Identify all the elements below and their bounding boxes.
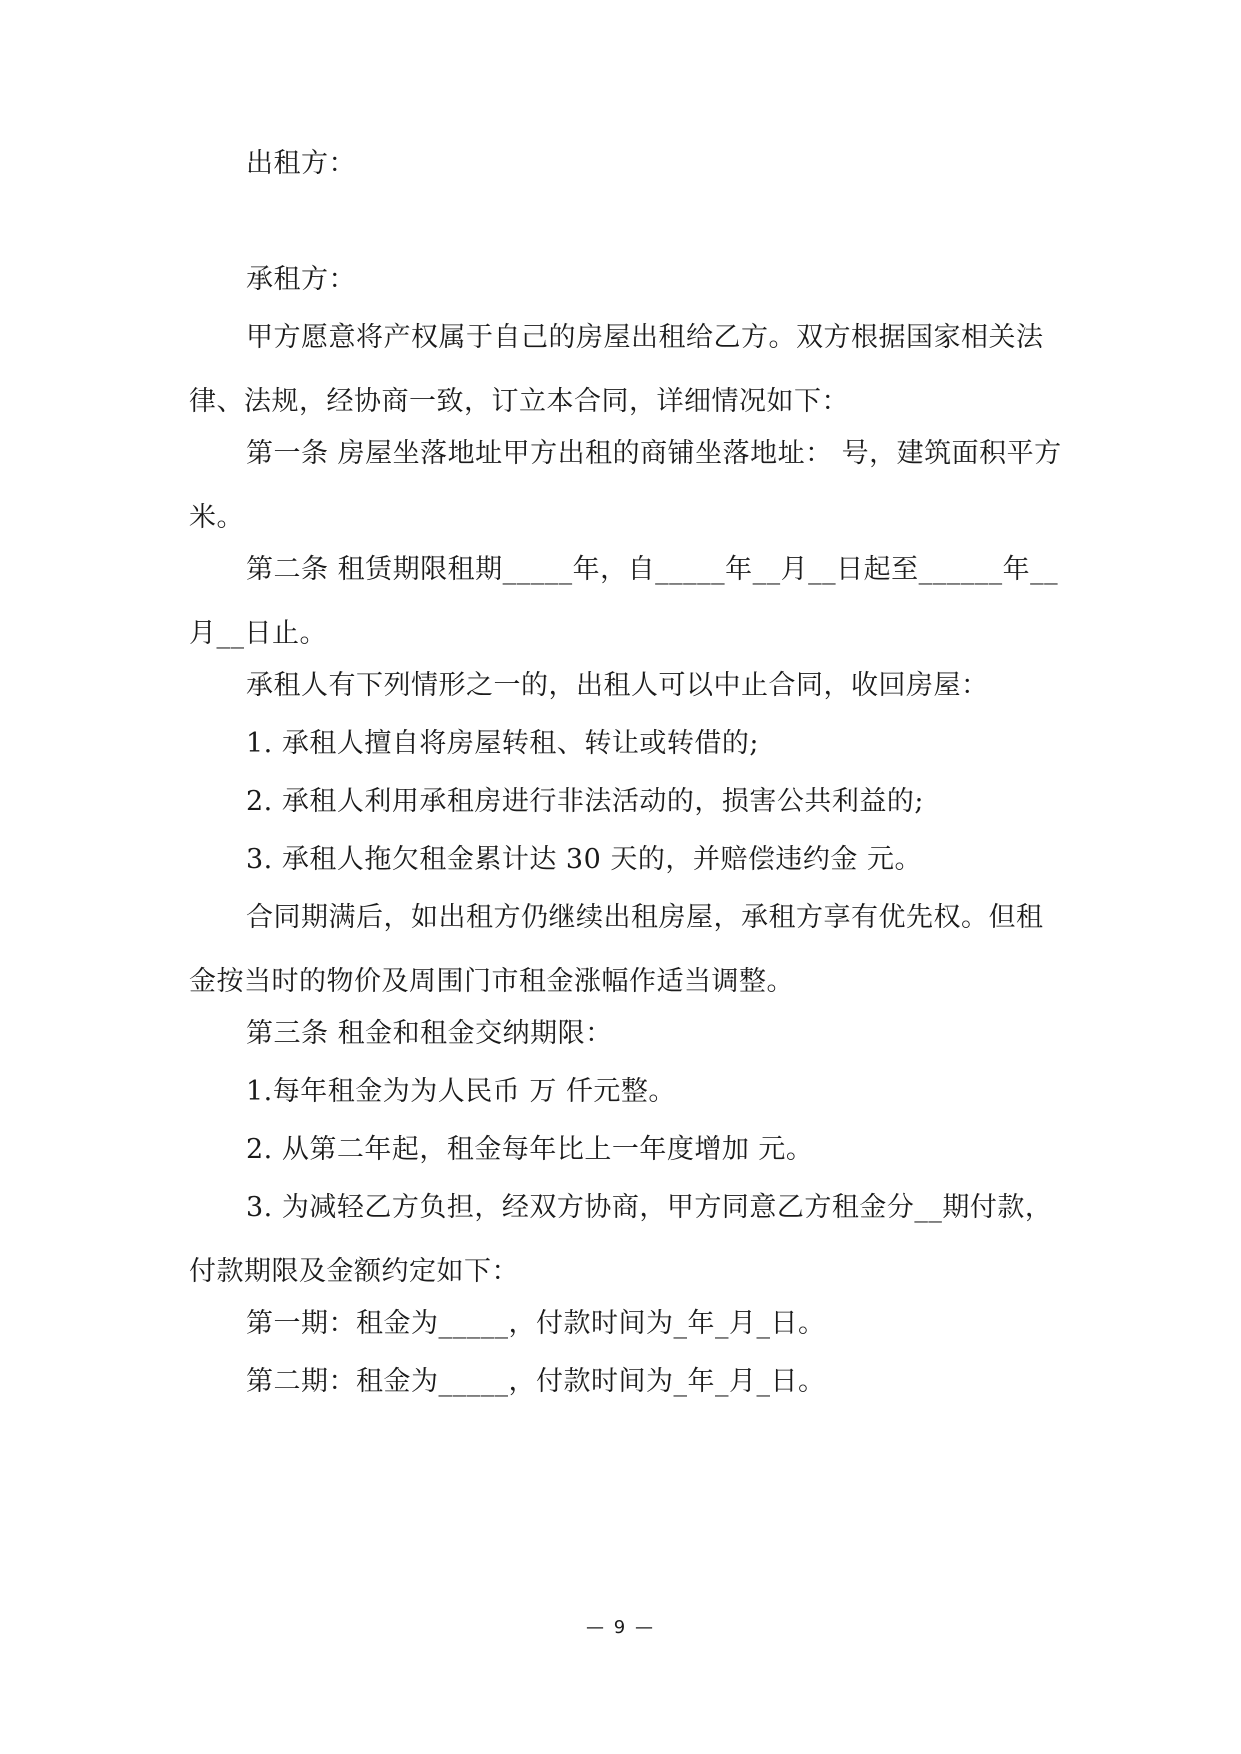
- lessor-label: 出租方：: [246, 148, 356, 179]
- rent-item-2: 2. 从第二年起，租金每年比上一年度增加 元。: [246, 1134, 814, 1165]
- termination-intro: 承租人有下列情形之一的，出租人可以中止合同，收回房屋：: [246, 670, 989, 701]
- termination-item-2: 2. 承租人利用承租房进行非法活动的，损害公共利益的;: [246, 786, 924, 817]
- termination-item-3: 3. 承租人拖欠租金累计达 30 天的，并赔偿违约金 元。: [246, 844, 922, 875]
- article-3-title: 第三条 租金和租金交纳期限：: [246, 1018, 613, 1049]
- rent-item-3: 3. 为减轻乙方负担，经双方协商，甲方同意乙方租金分__期付款，付款期限及金额约定如下：: [189, 1192, 1053, 1287]
- article-1: 第一条 房屋坐落地址甲方出租的商铺坐落地址： 号，建筑面积平方米。: [189, 438, 1062, 533]
- lessee-label: 承租方：: [246, 264, 356, 295]
- rent-item-1: 1.每年租金为为人民币 万 仟元整。: [246, 1076, 676, 1107]
- termination-item-1: 1. 承租人擅自将房屋转租、转让或转借的;: [246, 728, 759, 759]
- article-2: 第二条 租赁期限租期_____年，自_____年__月__日起至______年__月__日止。: [189, 554, 1059, 649]
- page-number: — 9 —: [586, 1617, 655, 1638]
- intro-paragraph: 甲方愿意将产权属于自己的房屋出租给乙方。双方根据国家相关法律、法规，经协商一致，订立本合同，详细情况如下：: [189, 322, 1044, 417]
- installment-1: 第一期：租金为_____，付款时间为_年_月_日。: [246, 1308, 826, 1339]
- installment-2: 第二期：租金为_____，付款时间为_年_月_日。: [246, 1366, 826, 1397]
- renewal-paragraph: 合同期满后，如出租方仍继续出租房屋，承租方享有优先权。但租金按当时的物价及周围门市租金涨幅作适当调整。: [189, 902, 1044, 997]
